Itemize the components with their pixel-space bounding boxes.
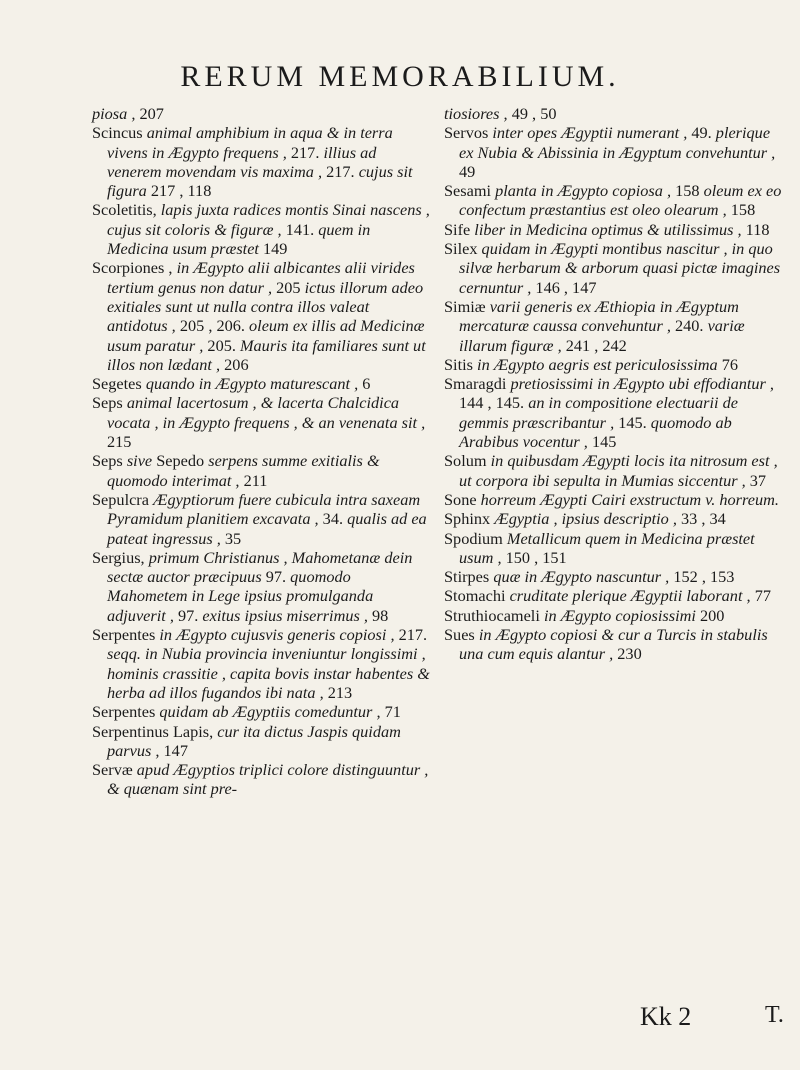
entry-headword: Sphinx (444, 509, 495, 529)
entry-page-ref: 49 (459, 161, 476, 181)
index-entry (444, 625, 782, 664)
entry-text: Metallicum quem in Medicina præstet usum , (459, 528, 755, 567)
index-entry (92, 104, 430, 123)
index-entry (444, 451, 782, 490)
entry-page-ref: 205 , 206. (179, 316, 250, 336)
entry-page-ref: 158 (675, 181, 704, 201)
entry-text: in Ægypto cujusvis generis copiosi , (159, 625, 399, 645)
index-entry (92, 625, 430, 702)
entry-text: apud Ægyptios triplici colore distinguuntur , & quænam sint pre- (107, 760, 429, 799)
index-entry (444, 104, 782, 123)
entry-text: oleum ex illis ad Medicinæ usum paratur , (107, 316, 425, 355)
entry-text: quomodo Mahometem in Lege ipsius promulganda adjuverit , (107, 567, 374, 625)
entry-page-ref: 144 , 145. (459, 393, 529, 413)
entry-page-ref: 37 (749, 470, 767, 490)
entry-text: in quibusdam Ægypti locis ita nitrosum est , ut corpora ibi sepulta in Mumias siccentur , (459, 451, 778, 490)
entry-text: quando in Ægypto maturescant , (145, 374, 363, 394)
entry-text: cur ita dictus Jaspis quidam parvus , (107, 721, 401, 760)
entry-headword: Seps (92, 393, 127, 413)
entry-page-ref: 35 (224, 528, 242, 548)
entry-text: quem in Medicina usum præstet (107, 219, 371, 259)
index-entry (444, 374, 782, 451)
index-entry (444, 355, 782, 374)
index-entry (444, 529, 782, 568)
entry-page-ref: 217. (290, 142, 324, 162)
entry-text: sive (126, 451, 157, 471)
entry-page-ref: 145 (591, 432, 617, 452)
entry-page-ref: 141. (285, 219, 319, 239)
entry-text: in Ægypto copiosissimi (543, 605, 700, 625)
entry-text: quidam ab Ægyptiis comeduntur , (159, 702, 385, 722)
entry-text: seqq. in Nubia provincia inveniuntur longissimi , hominis crassitie , capita bovis instar habentes & herba ad illos fugandos ibi nata , (107, 644, 430, 702)
entry-page-ref: 77 (754, 586, 771, 606)
entry-headword: Sergius, (92, 547, 149, 567)
entry-headword: Stomachi (444, 586, 510, 606)
entry-headword: Silex (444, 239, 482, 259)
entry-page-ref: 97. (178, 605, 203, 625)
entry-headword: Sone (444, 489, 481, 509)
entry-headword: Servos (444, 123, 493, 143)
entry-text: in Ægypto copiosi & cur a Turcis in stabulis una cum equis alantur , (459, 625, 768, 664)
entry-page-ref: 205 (276, 277, 305, 297)
entry-headword: Sues (444, 625, 479, 645)
entry-headword: Sitis (444, 354, 478, 374)
entry-page-ref: 241 , 242 (565, 335, 627, 355)
entry-page-ref: 152 , 153 (673, 567, 735, 587)
entry-headword: Sepulcra (92, 489, 154, 509)
index-entry (92, 548, 430, 625)
entry-page-ref: 230 (617, 644, 642, 664)
entry-text: variæ illarum figuræ , (459, 316, 745, 355)
entry-page-ref: 205. (207, 335, 240, 355)
entry-page-ref: 33 , 34 (681, 509, 726, 529)
index-entry (444, 490, 782, 509)
entry-page-ref: 34. (322, 509, 348, 529)
index-entry (92, 490, 430, 548)
entry-headword: Smaragdi (444, 374, 511, 394)
entry-text: animal amphibium in aqua & in terra vivens in Ægypto frequens , (107, 123, 393, 162)
entry-headword: Serpentinus Lapis, (92, 721, 218, 741)
entry-page-ref: 76 (721, 354, 738, 374)
entry-headword: Sepedo (156, 451, 209, 471)
index-entry (444, 123, 782, 181)
entry-text: ictus illorum adeo exitiales sunt ut nulla contra illos valeat antidotus , (107, 277, 424, 336)
entry-headword: Scincus (92, 123, 147, 143)
entry-page-ref: 118 (745, 219, 770, 239)
entry-headword: Spodium (444, 528, 507, 548)
index-entry (92, 374, 430, 393)
index-entry (92, 702, 430, 721)
entry-text: quæ in Ægypto nascuntur , (493, 567, 674, 587)
entry-page-ref: 150 , 151 (505, 547, 567, 567)
entry-text: qualis ad ea pateat ingressus , (107, 509, 427, 548)
index-column-left (92, 104, 430, 799)
entry-text: in Ægypto aegris est periculosissima (477, 354, 722, 374)
index-entry (92, 760, 430, 799)
index-entry (444, 567, 782, 586)
index-entry (92, 200, 430, 258)
entry-headword: Seps (92, 451, 127, 471)
entry-text: liber in Medicina optimus & utilissimus , (474, 219, 746, 239)
entry-page-ref: 149 (263, 239, 288, 259)
entry-text: Ægyptia , ipsius descriptio , (494, 509, 681, 529)
entry-page-ref: 49. (691, 123, 716, 143)
entry-text: varii generis ex Æthiopia in Ægyptum mercaturæ caussa convehuntur , (459, 296, 739, 336)
index-entry (92, 258, 430, 374)
index-entry (92, 123, 430, 200)
signature-mark: Kk 2 (640, 1002, 692, 1031)
index-entry (92, 722, 430, 761)
entry-text: in Ægypto alii albicantes alii virides tertium genus non datur , (107, 258, 415, 297)
entry-page-ref: 6 (362, 374, 371, 394)
entry-headword: Sife (444, 219, 475, 239)
entry-headword: Serpentes (92, 702, 160, 722)
entry-headword: Struthiocameli (444, 605, 544, 625)
entry-text: quomodo ab Arabibus vocentur , (459, 412, 732, 452)
entry-page-ref: 240. (675, 316, 708, 336)
index-entry (444, 297, 782, 355)
index-entry (444, 509, 782, 528)
entry-page-ref: 145. (618, 412, 651, 432)
entry-text: horreum Ægypti Cairi exstructum v. horreum. (480, 489, 779, 509)
entry-text: exitus ipsius miserrimus , (202, 605, 373, 625)
entry-headword: Serpentes (92, 625, 160, 645)
entry-page-ref: 206 (224, 354, 249, 374)
entry-headword: Scorpiones , (92, 258, 177, 278)
index-entry (444, 586, 782, 605)
entry-headword: Segetes (92, 374, 146, 394)
index-entry (92, 393, 430, 451)
entry-page-ref: 146 , 147 (535, 277, 597, 297)
entry-text: illius ad venerem movendam vis maxima , (107, 142, 377, 181)
entry-text: Mauris ita familiares sunt ut illos non lædant , (107, 335, 426, 374)
entry-headword: Solum (444, 451, 491, 471)
entry-page-ref: 215 (107, 432, 132, 452)
entry-headword: Sesami (444, 181, 496, 201)
entry-page-ref: 217. (398, 625, 428, 645)
index-entry (444, 220, 782, 239)
page-header: RERUM MEMORABILIUM. (180, 60, 620, 93)
entry-page-ref: 211 (243, 470, 268, 490)
entry-headword: Stirpes (444, 567, 494, 587)
entry-headword: Simiæ (444, 296, 490, 316)
entry-text: tiosiores , (444, 104, 512, 123)
entry-text: quidam in Ægypti montibus nascitur , in quo silvæ herbarum & arborum quasi pictæ imagines cernuntur , (459, 239, 781, 297)
entry-text: pretiosissimi in Ægypto ubi effodiantur , (510, 374, 774, 394)
entry-page-ref: 147 (163, 740, 188, 760)
entry-text: Ægyptiorum fuere cubicula intra saxeam Pyramidum planitiem excavata , (107, 489, 421, 529)
catchword: T. (765, 1002, 784, 1028)
entry-text: lapis juxta radices montis Sinai nascens , cujus sit coloris & figuræ , (107, 200, 430, 239)
entry-page-ref: 213 (327, 682, 353, 702)
entry-page-ref: 217 , 118 (150, 181, 212, 201)
entry-page-ref: 217. (326, 161, 359, 181)
entry-page-ref: 97. (265, 567, 291, 587)
entry-text: primum Christianus , Mahometanæ dein sectæ auctor præcipuus (107, 547, 413, 587)
entry-text: serpens summe exitialis & quomodo interimat , (107, 451, 380, 490)
entry-headword: Scoletitis, (92, 200, 161, 220)
entry-text: cruditate plerique Ægyptii laborant , (509, 586, 755, 606)
entry-page-ref: 207 (139, 104, 164, 123)
entry-text: inter opes Ægyptii numerant , (492, 123, 692, 143)
index-entry (444, 239, 782, 297)
entry-text: plerique ex Nubia & Abissinia in Ægyptum convehuntur , (459, 123, 776, 162)
entry-headword: Servæ (92, 760, 137, 780)
entry-page-ref: 200 (699, 605, 725, 625)
entry-text: planta in Ægypto copiosa , (495, 181, 676, 201)
entry-text: piosa , (92, 104, 140, 123)
index-entry (92, 451, 430, 490)
entry-page-ref: 49 , 50 (511, 104, 557, 123)
entry-page-ref: 71 (384, 702, 401, 722)
entry-text: cujus sit figura (107, 161, 413, 201)
index-entry (444, 606, 782, 625)
entry-text: oleum ex eo confectum præstantius est oleo olearum , (459, 181, 782, 220)
entry-text: an in compositione electuarii de gemmis præscribantur , (459, 393, 739, 432)
entry-text: animal lacertosum , & lacerta Chalcidica vocata , in Ægypto frequens , & an venenata sit , (107, 393, 426, 432)
index-entry (444, 181, 782, 220)
entry-page-ref: 158 (730, 200, 756, 220)
entry-page-ref: 98 (372, 605, 389, 625)
index-column-right (444, 104, 782, 664)
